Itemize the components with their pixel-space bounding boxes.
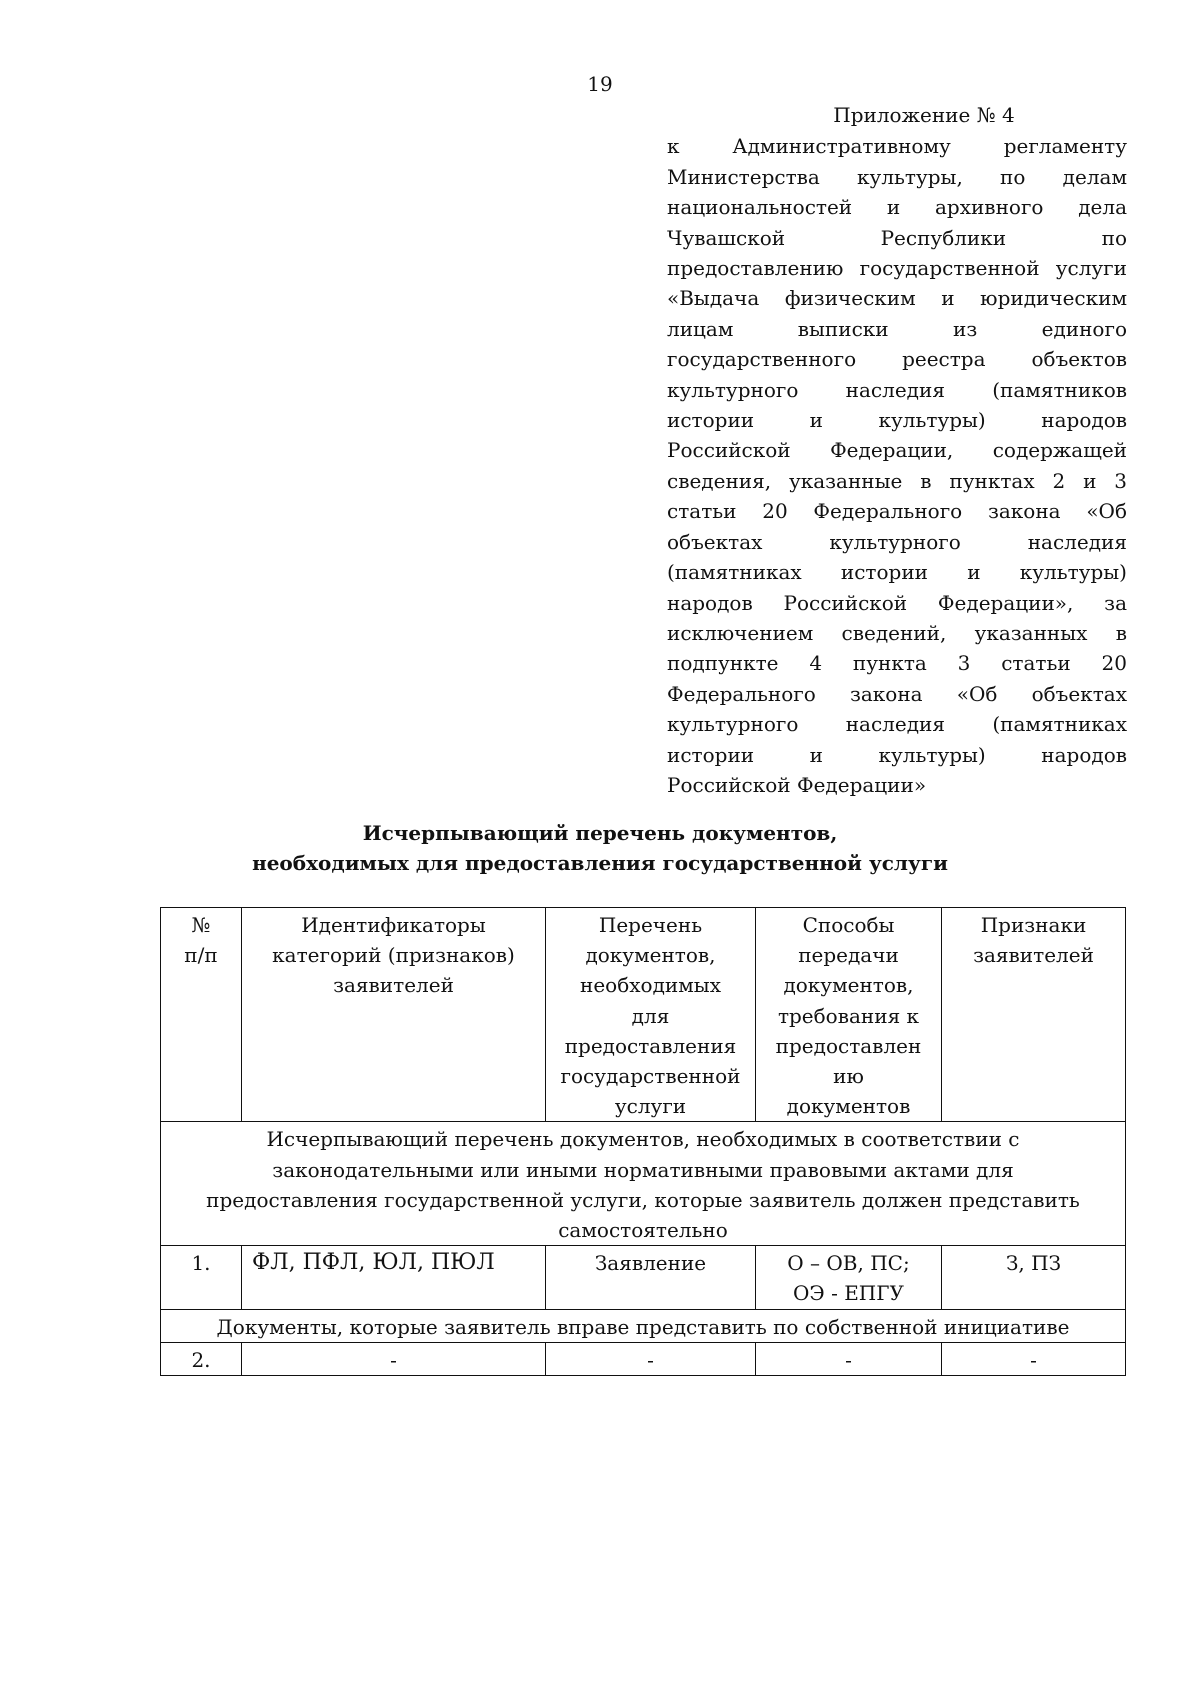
row2-identifiers: - (242, 1342, 546, 1375)
cell-line: заявителей (333, 973, 454, 998)
cell-line: документов, (585, 943, 716, 968)
appendix-line: к Административному регламенту (667, 134, 1127, 159)
appendix-line: народов Российской Федерации», за (667, 590, 1127, 615)
cell-line: категорий (признаков) (272, 943, 515, 968)
cell-line: самостоятельно (558, 1218, 728, 1243)
row1-signs: З, ПЗ (942, 1246, 1126, 1309)
cell-line: п/п (184, 943, 218, 968)
header-identifiers (242, 908, 546, 1122)
appendix-line: подпункте 4 пункта 3 статьи 20 (667, 651, 1127, 676)
cell-line: Идентификаторы (301, 913, 486, 937)
table-row (161, 1342, 1126, 1375)
appendix-line: Федерального закона «Об объектах (667, 681, 1127, 706)
header-transfer-methods (756, 908, 942, 1122)
appendix-title: Приложение № 4 (833, 103, 1015, 127)
cell-line: Перечень (598, 913, 703, 937)
appendix-line: истории и культуры) народов (667, 742, 1127, 767)
cell-line: требования к (777, 1003, 920, 1028)
cell-line: документов (786, 1094, 911, 1119)
row2-num: 2. (161, 1342, 242, 1375)
section-mandatory-text (161, 1122, 1126, 1246)
cell-line: документов, (783, 973, 914, 998)
cell-line: предоставления государственной услуги, которые заявитель должен представить (206, 1187, 1080, 1212)
cell-line: Признаки (980, 913, 1087, 937)
cell-line: ию (833, 1064, 864, 1089)
cell-line: № (191, 913, 211, 937)
header-applicant-signs (942, 908, 1126, 1122)
appendix-line: Российской Федерации, содержащей (667, 438, 1127, 463)
appendix-block (667, 100, 1127, 800)
appendix-line: предоставлению государственной услуги (667, 256, 1127, 281)
section-row-mandatory (161, 1122, 1126, 1246)
appendix-line: сведения, указанные в пунктах 2 и 3 (667, 468, 1127, 493)
appendix-line: истории и культуры) народов (667, 408, 1127, 433)
cell-line: Способы (802, 913, 895, 937)
row2-signs: - (942, 1342, 1126, 1375)
cell-line: предоставления (564, 1033, 737, 1058)
appendix-line: лицам выписки из единого (667, 316, 1127, 341)
appendix-text (667, 131, 1127, 800)
row2-methods: - (756, 1342, 942, 1375)
cell-line: законодательными или иными нормативными правовыми актами для (272, 1157, 1014, 1182)
section-optional-text: Документы, которые заявитель вправе представить по собственной инициативе (161, 1309, 1126, 1342)
row1-methods (756, 1246, 942, 1309)
appendix-line: культурного наследия (памятниках (667, 712, 1127, 737)
page-number: 19 (587, 72, 613, 96)
appendix-line: государственного реестра объектов (667, 347, 1127, 372)
appendix-line: «Выдача физическим и юридическим (667, 286, 1127, 311)
cell-line: заявителей (973, 943, 1094, 968)
appendix-line: Чувашской Республики по (667, 225, 1127, 250)
row2-document: - (546, 1342, 756, 1375)
cell-line: передачи (798, 943, 899, 968)
appendix-line: исключением сведений, указанных в (667, 620, 1127, 645)
cell-line: необходимых (580, 973, 721, 998)
cell-line: предоставлен (775, 1033, 922, 1058)
section-row-optional (161, 1309, 1126, 1342)
appendix-line: национальностей и архивного дела (667, 195, 1127, 220)
document-heading (0, 818, 1200, 878)
appendix-line: статьи 20 Федерального закона «Об (667, 499, 1127, 524)
appendix-line: Российской Федерации» (667, 772, 927, 797)
table-row (161, 1246, 1126, 1309)
heading-line-2: необходимых для предоставления государственной услуги (252, 851, 948, 875)
cell-line: государственной (560, 1064, 741, 1089)
cell-line: Исчерпывающий перечень документов, необходимых в соответствии с (266, 1127, 1020, 1152)
row1-num: 1. (161, 1246, 242, 1309)
cell-line: для (631, 1003, 670, 1028)
cell-line: ОЭ - ЕПГУ (793, 1281, 904, 1306)
header-document-list (546, 908, 756, 1122)
cell-line: О – ОВ, ПС; (787, 1251, 910, 1276)
header-num (161, 908, 242, 1122)
table-header-row (161, 908, 1126, 1122)
appendix-line: культурного наследия (памятников (667, 377, 1127, 402)
appendix-line: Министерства культуры, по делам (667, 164, 1127, 189)
cell-line: услуги (614, 1094, 687, 1119)
appendix-line: объектах культурного наследия (667, 529, 1127, 554)
documents-table (160, 907, 1126, 1376)
heading-line-1: Исчерпывающий перечень документов, (362, 821, 838, 845)
row1-document: Заявление (546, 1246, 756, 1309)
appendix-line: (памятниках истории и культуры) (667, 560, 1127, 585)
row1-identifiers: ФЛ, ПФЛ, ЮЛ, ПЮЛ (242, 1246, 546, 1309)
